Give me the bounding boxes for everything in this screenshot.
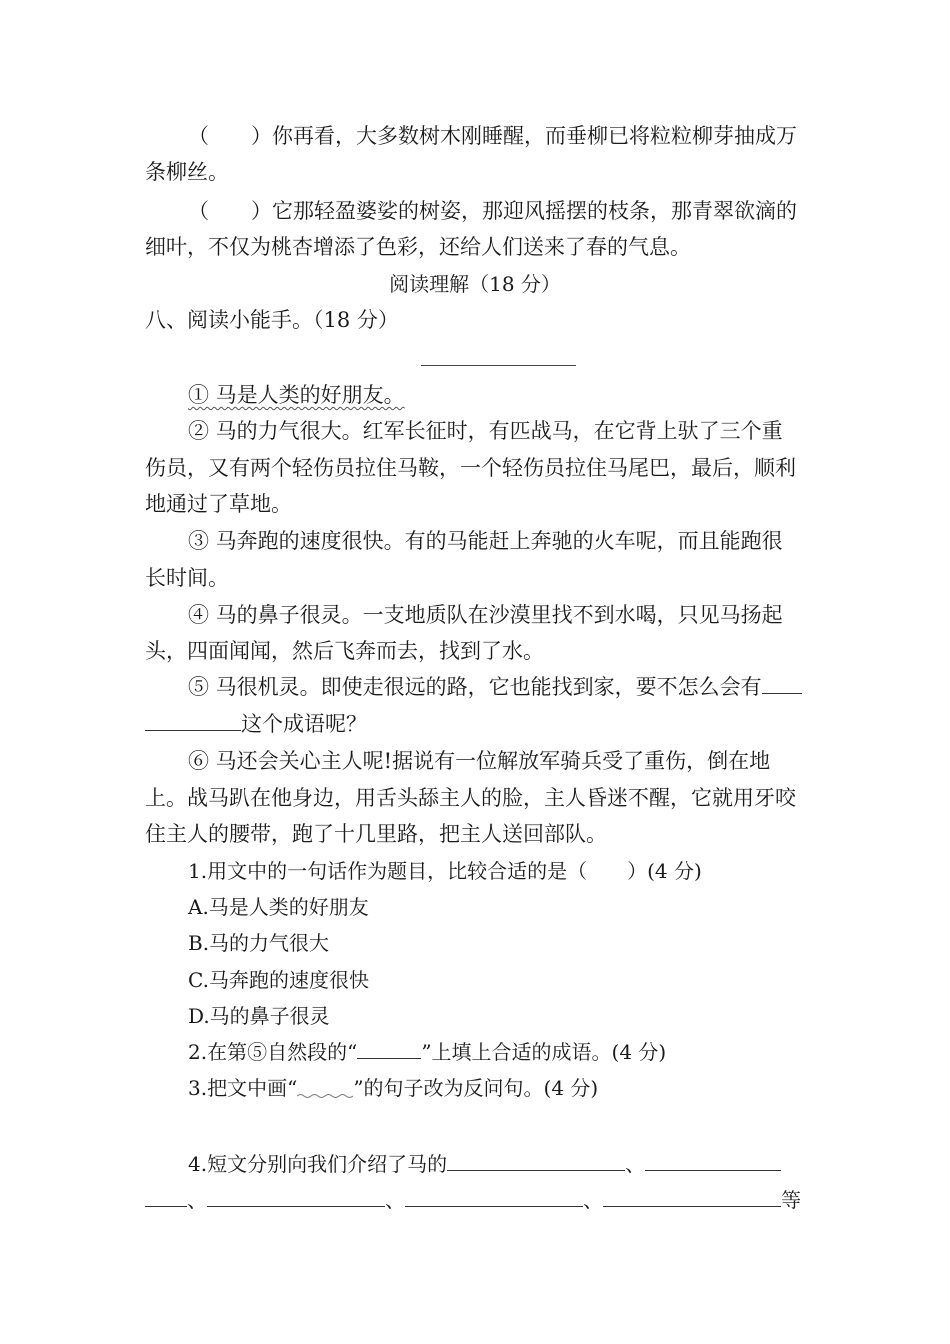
passage-p6-line3: 住主人的腰带，跑了十几里路，把主人送回部队。	[145, 822, 607, 846]
intro-p2-line1: （ ）它那轻盈婆娑的树姿，那迎风摇摆的枝条，那青翠欲滴的	[188, 199, 797, 223]
question-2-blank[interactable]	[357, 1038, 421, 1059]
intro-p1-line2: 条柳丝。	[145, 160, 229, 184]
section-title: 阅读理解（18 分）	[389, 272, 561, 296]
passage-p3-line1: ③ 马奔跑的速度很快。有的马能赶上奔驰的火车呢，而且能跑很	[188, 529, 783, 553]
question-4-blank-3[interactable]	[207, 1186, 385, 1207]
question-4-blank-4[interactable]	[405, 1186, 583, 1207]
question-2-suffix: ”上填上合适的成语。(4 分)	[421, 1040, 667, 1064]
question-4-line2	[145, 1186, 801, 1214]
question-4-blank-5[interactable]	[603, 1186, 781, 1207]
question-2	[188, 1038, 666, 1066]
question-4-blank-2b[interactable]	[145, 1186, 187, 1207]
passage-p4-line2: 头，四面闻闻，然后飞奔而去，找到了水。	[145, 639, 544, 663]
intro-p2-line2: 细叶，不仅为桃杏增添了色彩，还给人们送来了春的气息。	[145, 235, 691, 259]
question-1-option-a[interactable]: A.马是人类的好朋友	[188, 895, 369, 919]
question-3-wavy-mark	[297, 1075, 353, 1095]
question-4-sep-2: 、	[187, 1188, 207, 1212]
question-1-option-b[interactable]: B.马的力气很大	[188, 931, 330, 955]
passage-p4-line1: ④ 马的鼻子很灵。一支地质队在沙漠里找不到水喝，只见马扬起	[188, 603, 783, 627]
passage-p6-line1: ⑥ 马还会关心主人呢!据说有一位解放军骑兵受了重伤，倒在地	[188, 749, 771, 773]
idiom-blank-part2[interactable]	[145, 710, 241, 731]
idiom-blank-part1[interactable]	[762, 673, 802, 694]
question-4-prefix: 4.短文分别向我们介绍了马的	[188, 1152, 448, 1176]
question-1-option-c[interactable]: C.马奔跑的速度很快	[188, 968, 369, 992]
question-heading: 八、阅读小能手。（18 分）	[145, 308, 399, 332]
question-3-prefix: 3.把文中画“	[188, 1076, 298, 1100]
question-4-line1	[188, 1150, 781, 1178]
question-4-blank-1[interactable]	[447, 1150, 625, 1171]
passage-p5-line2-text: 这个成语呢？	[241, 712, 367, 736]
intro-p1-line1: （ ）你再看，大多数树木刚睡醒，而垂柳已将粒粒柳芽抽成万	[188, 124, 797, 148]
passage-p3-line2: 长时间。	[145, 566, 229, 590]
question-1: 1.用文中的一句话作为题目，比较合适的是（ ）(4 分)	[188, 859, 702, 883]
passage-p2-line2: 伤员，又有两个轻伤员拉住马鞍，一个轻伤员拉住马尾巴，最后，顺利	[145, 456, 796, 480]
question-4-sep-1: 、	[625, 1152, 646, 1176]
passage-p5-line1-text: ⑤ 马很机灵。即使走很远的路，它也能找到家，要不怎么会有	[188, 675, 762, 699]
question-4-sep-4: 、	[583, 1188, 603, 1212]
question-4-blank-2a[interactable]	[645, 1150, 781, 1171]
question-2-prefix: 2.在第⑤自然段的“	[188, 1040, 358, 1064]
passage-p2-line1: ② 马的力气很大。红军长征时，有匹战马，在它背上驮了三个重	[188, 419, 783, 443]
passage-p5-line2	[145, 710, 367, 738]
question-4-end: 等	[781, 1188, 801, 1212]
question-1-option-d[interactable]: D.马的鼻子很灵	[188, 1004, 330, 1028]
question-3	[188, 1074, 598, 1102]
passage-p1-text: ① 马是人类的好朋友。	[188, 383, 405, 407]
question-4-sep-3: 、	[385, 1188, 405, 1212]
passage-p1	[188, 381, 405, 409]
passage-p5-line1	[188, 673, 802, 701]
question-3-suffix: ”的句子改为反问句。(4 分)	[353, 1076, 599, 1100]
passage-p2-line3: 地通过了草地。	[145, 492, 292, 516]
passage-title-blank[interactable]	[421, 365, 576, 366]
passage-p6-line2: 上。战马趴在他身边，用舌头舔主人的脸，主人昏迷不醒，它就用牙咬	[145, 786, 796, 810]
